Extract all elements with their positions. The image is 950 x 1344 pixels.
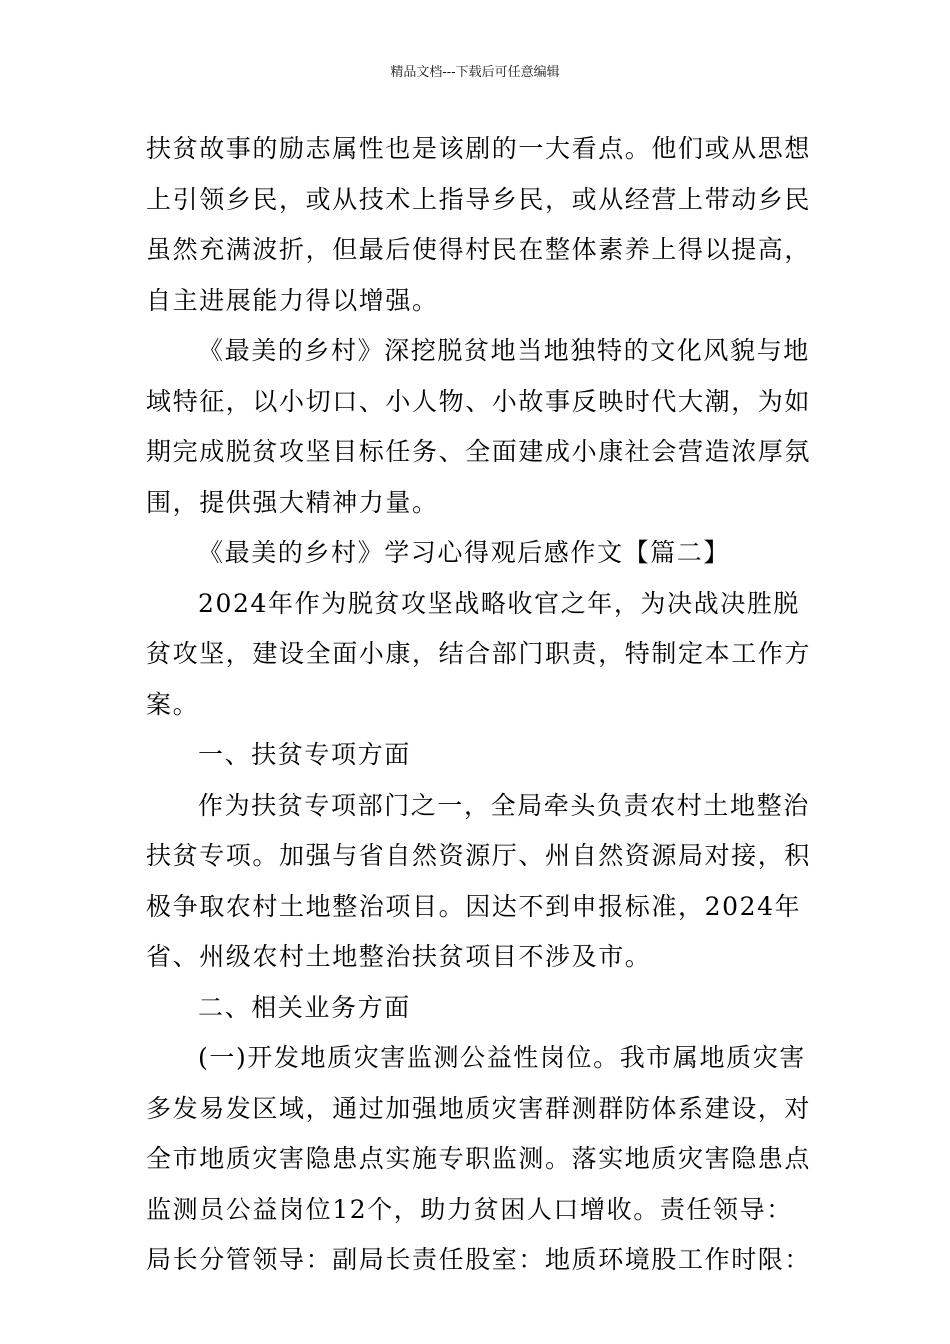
paragraph-4: 作为扶贫专项部门之一，全局牵头负责农村土地整治扶贫专项。加强与省自然资源厅、州自然资源局对接，积极争取农村土地整治项目。因达不到申报标准，2024年省、州级农村土地整治扶贫项目不涉及市。 (146, 790, 812, 971)
paragraph-5: (一)开发地质灾害监测公益性岗位。我市属地质灾害多发易发区域，通过加强地质灾害群测群防体系建设，对全市地质灾害隐患点实施专职监测。落实地质灾害隐患点监测员公益岗位12个，助力贫困人口增收。责任领导：局长分管领导：副局长责任股室：地质环境股工作时限： (146, 1043, 812, 1274)
paragraph-1: 扶贫故事的励志属性也是该剧的一大看点。他们或从思想上引领乡民，或从技术上指导乡民，或从经营上带动乡民虽然充满波折，但最后使得村民在整体素养上得以提高，自主进展能力得以增强。 (146, 134, 812, 315)
section-title-part-two: 《最美的乡村》学习心得观后感作文【篇二】 (198, 538, 731, 567)
document-body (146, 124, 818, 1286)
heading-poverty-special: 一、扶贫专项方面 (198, 740, 411, 769)
page-header: 精品文档---下载后可任意编辑 (390, 65, 560, 80)
paragraph-3: 2024年作为脱贫攻坚战略收官之年，为决战决胜脱贫攻坚，建设全面小康，结合部门职责，特制定本工作方案。 (146, 588, 812, 719)
paragraph-2: 《最美的乡村》深挖脱贫地当地独特的文化风貌与地域特征，以小切口、小人物、小故事反映时代大潮，为如期完成脱贫攻坚目标任务、全面建成小康社会营造浓厚氛围，提供强大精神力量。 (146, 336, 812, 517)
heading-related-business: 二、相关业务方面 (198, 992, 411, 1022)
